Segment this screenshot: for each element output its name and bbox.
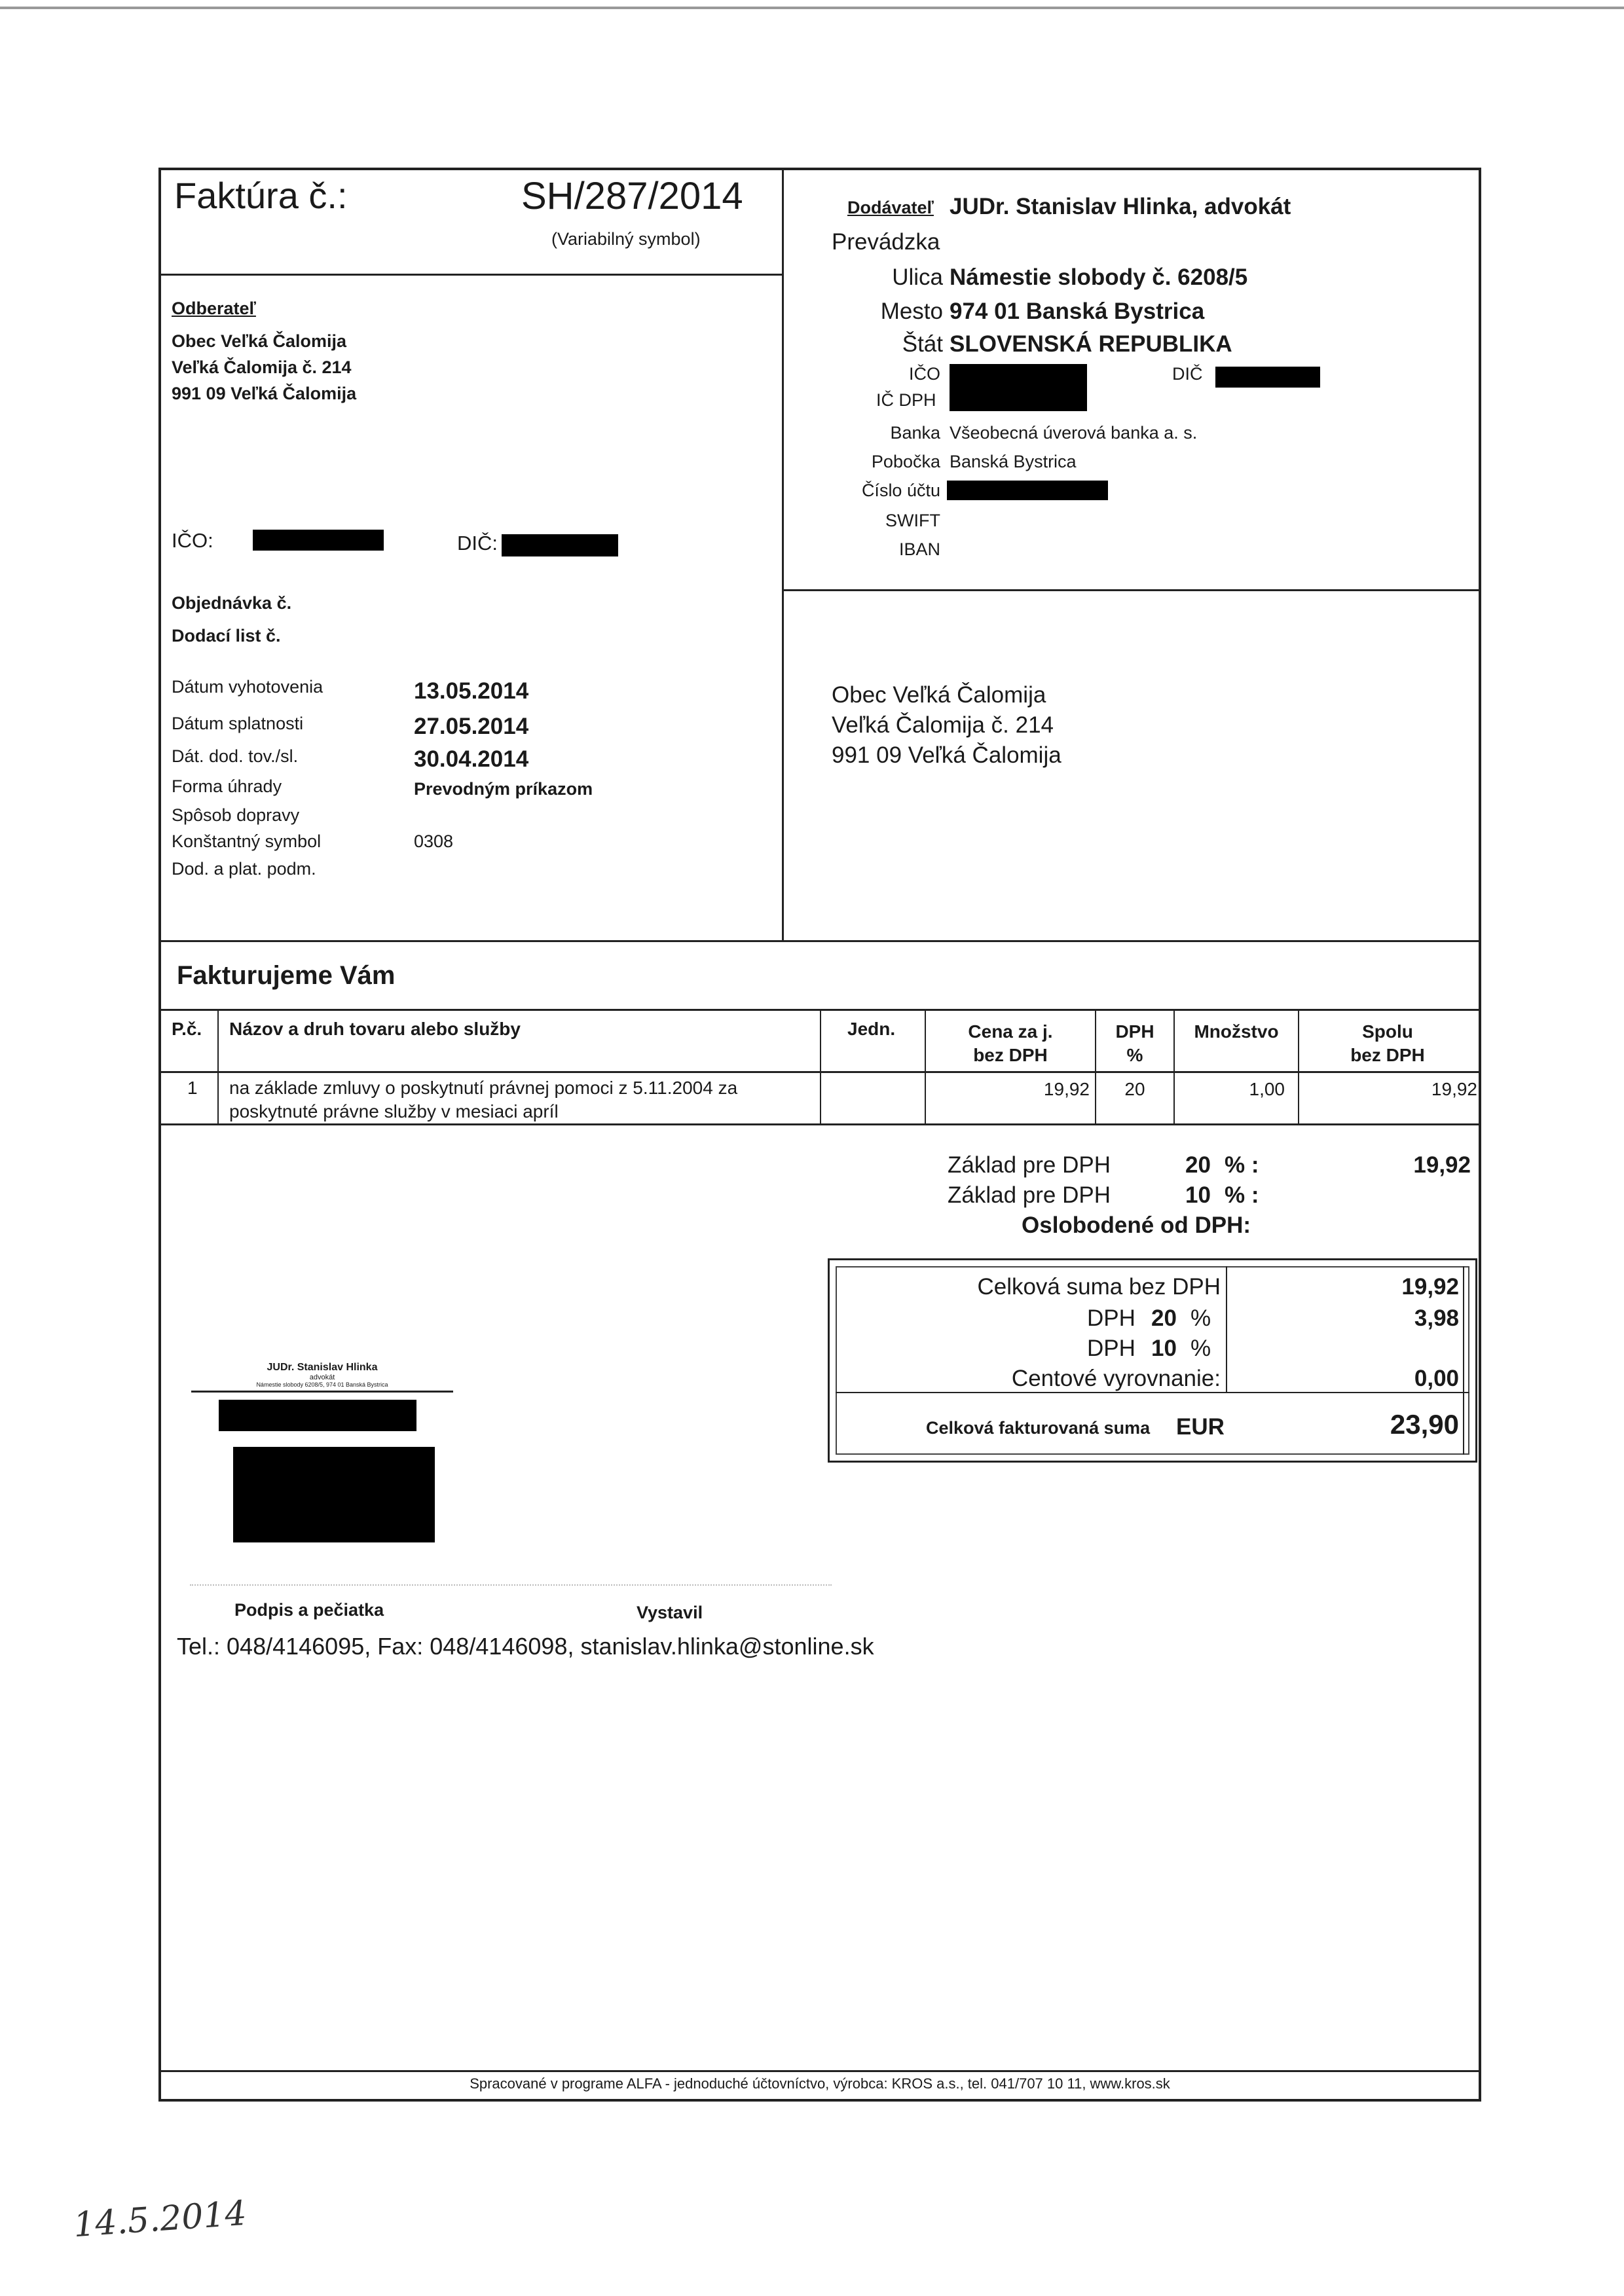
street-label: Ulica (892, 264, 943, 290)
total-sum-value: 19,92 (1401, 1274, 1459, 1300)
delivery-address-line2: Veľká Čalomija č. 214 (832, 712, 1054, 738)
vat10-pct: % (1190, 1336, 1211, 1361)
col-line-2 (820, 1009, 821, 1125)
delivery-address-line3: 991 09 Veľká Čalomija (832, 742, 1061, 768)
row-qty: 1,00 (1249, 1079, 1285, 1099)
footer-text: Spracované v programe ALFA - jednoduché účtovníctvo, výrobca: KROS a.s., tel. 041/707 10 11, www.kros.sk (470, 2075, 1170, 2092)
signature-dotted-line (190, 1584, 832, 1586)
base20-value: 19,92 (1413, 1152, 1471, 1178)
handwritten-date: 14.5.2014 (72, 2193, 248, 2246)
delivery-date-label: Dát. dod. tov./sl. (172, 746, 299, 766)
issued-by-label: Vystavil (637, 1603, 703, 1622)
base10-label: Základ pre DPH (948, 1182, 1111, 1208)
branch-label: Pobočka (871, 452, 940, 471)
scan-top-edge (0, 7, 1624, 9)
vat10-label: DPH (1087, 1336, 1135, 1361)
row-price: 19,92 (1043, 1079, 1090, 1099)
col-header-price-1: Cena za j. (968, 1021, 1053, 1042)
delivery-address-line1: Obec Veľká Čalomija (832, 682, 1046, 708)
grand-total-value: 23,90 (1390, 1409, 1459, 1440)
supplier-city: 974 01 Banská Bystrica (950, 299, 1205, 324)
totals-col-divider (1226, 1266, 1227, 1392)
supplier-ico-redaction (950, 364, 1087, 411)
footer-divider (158, 2070, 1481, 2072)
supplier-dic-redaction (1215, 367, 1320, 388)
buyer-city: 991 09 Veľká Čalomija (172, 384, 357, 403)
buyer-dic-redaction (502, 534, 618, 556)
account-redaction (947, 481, 1108, 500)
base10-rate: 10 (1185, 1182, 1211, 1208)
buyer-name: Obec Veľká Čalomija (172, 331, 347, 351)
city-label: Mesto (880, 299, 943, 324)
supplier-state: SLOVENSKÁ REPUBLIKA (950, 331, 1232, 357)
company-stamp (191, 1362, 453, 1393)
col-header-vat-1: DPH (1115, 1021, 1154, 1042)
supplier-ico-label: IČO (908, 364, 940, 384)
due-date: 27.05.2014 (414, 714, 529, 739)
base20-label: Základ pre DPH (948, 1152, 1111, 1178)
grand-total-label: Celková fakturovaná suma (926, 1418, 1151, 1438)
rounding-label: Centové vyrovnanie: (1011, 1366, 1221, 1391)
iban-label: IBAN (898, 539, 940, 559)
col-header-no: P.č. (172, 1019, 202, 1039)
delivery-note-label: Dodací list č. (172, 626, 281, 646)
col-header-vat-2: % (1126, 1045, 1143, 1065)
supplier-bottom-divider (782, 589, 1481, 591)
supplier-street: Námestie slobody č. 6208/5 (950, 264, 1248, 290)
rounding-value: 0,00 (1414, 1366, 1459, 1391)
base20-rate: 20 (1185, 1152, 1211, 1178)
vat20-rate: 20 (1151, 1305, 1177, 1331)
vat20-pct: % (1190, 1305, 1211, 1331)
variable-symbol-note: (Variabilný symbol) (551, 229, 701, 249)
header-divider-left (158, 274, 782, 276)
totals-row-divider (836, 1392, 1469, 1393)
dates-bottom-divider (158, 940, 1481, 942)
sign-label: Podpis a pečiatka (234, 1600, 384, 1620)
bank-label: Banka (890, 423, 940, 443)
row-no: 1 (187, 1078, 198, 1098)
totals-right-inner (1463, 1266, 1464, 1455)
buyer-ico-label: IČO: (172, 529, 213, 552)
const-symbol-label: Konštantný symbol (172, 831, 322, 851)
supplier-label: Dodávateľ (847, 198, 934, 217)
col-header-total-1: Spolu (1362, 1021, 1413, 1042)
col-header-name: Názov a druh tovaru alebo služby (229, 1019, 521, 1039)
exempt-label: Oslobodené od DPH: (1022, 1212, 1251, 1238)
buyer-ico-redaction (253, 530, 384, 551)
invoice-label: Faktúra č.: (174, 175, 348, 216)
col-header-price-2: bez DPH (973, 1045, 1048, 1065)
transport-label: Spôsob dopravy (172, 805, 300, 825)
row-vat: 20 (1124, 1079, 1145, 1099)
prevadzka-label: Prevádzka (832, 229, 940, 255)
row-name-line1: na základe zmluvy o poskytnutí právnej pomoci z 5.11.2004 za (229, 1078, 738, 1098)
supplier-bank: Všeobecná úverová banka a. s. (950, 423, 1198, 443)
vertical-divider-top (782, 168, 784, 941)
stamp-name: JUDr. Stanislav Hlinka (267, 1362, 378, 1373)
contact-line: Tel.: 048/4146095, Fax: 048/4146098, stanislav.hlinka@stonline.sk (177, 1633, 874, 1660)
stamp-title: advokát (309, 1374, 335, 1381)
payment-method: Prevodným príkazom (414, 779, 593, 799)
icdph-label: IČ DPH (876, 390, 936, 410)
col-header-qty: Množstvo (1194, 1021, 1279, 1042)
base20-pct: % : (1225, 1152, 1259, 1178)
delivery-date: 30.04.2014 (414, 746, 529, 772)
supplier-name: JUDr. Stanislav Hlinka, advokát (950, 194, 1291, 219)
vat20-label: DPH (1087, 1305, 1135, 1331)
buyer-label: Odberateľ (172, 299, 256, 318)
issued-label: Dátum vyhotovenia (172, 677, 323, 697)
row-total: 19,92 (1431, 1079, 1477, 1099)
vat10-rate: 10 (1151, 1336, 1177, 1361)
invoice-number: SH/287/2014 (521, 175, 743, 217)
issued-date: 13.05.2014 (414, 678, 529, 704)
order-label: Objednávka č. (172, 593, 292, 613)
col-header-total-2: bez DPH (1350, 1045, 1425, 1065)
state-label: Štát (902, 331, 943, 357)
grand-total-currency: EUR (1176, 1414, 1225, 1440)
items-title: Fakturujeme Vám (177, 961, 396, 990)
vat20-value: 3,98 (1414, 1305, 1459, 1331)
payment-label: Forma úhrady (172, 776, 282, 796)
supplier-dic-label: DIČ (1172, 364, 1203, 384)
base10-pct: % : (1225, 1182, 1259, 1208)
const-symbol: 0308 (414, 831, 454, 851)
stamp-underline (191, 1391, 453, 1393)
due-label: Dátum splatnosti (172, 714, 304, 733)
account-label: Číslo účtu (861, 481, 940, 500)
row-name-line2: poskytnuté právne služby v mesiaci apríl (229, 1101, 559, 1121)
col-header-unit: Jedn. (847, 1019, 896, 1039)
stamp-redaction (219, 1400, 416, 1431)
swift-label: SWIFT (885, 511, 940, 530)
total-sum-label: Celková suma bez DPH (977, 1274, 1221, 1300)
col-line-1 (217, 1009, 219, 1125)
supplier-branch: Banská Bystrica (950, 452, 1077, 471)
buyer-street: Veľká Čalomija č. 214 (172, 357, 352, 377)
buyer-dic-label: DIČ: (457, 532, 498, 555)
terms-label: Dod. a plat. podm. (172, 859, 316, 879)
signature-redaction (233, 1447, 435, 1542)
stamp-address: Námestie slobody 6208/5, 974 01 Banská Bystrica (256, 1381, 388, 1388)
